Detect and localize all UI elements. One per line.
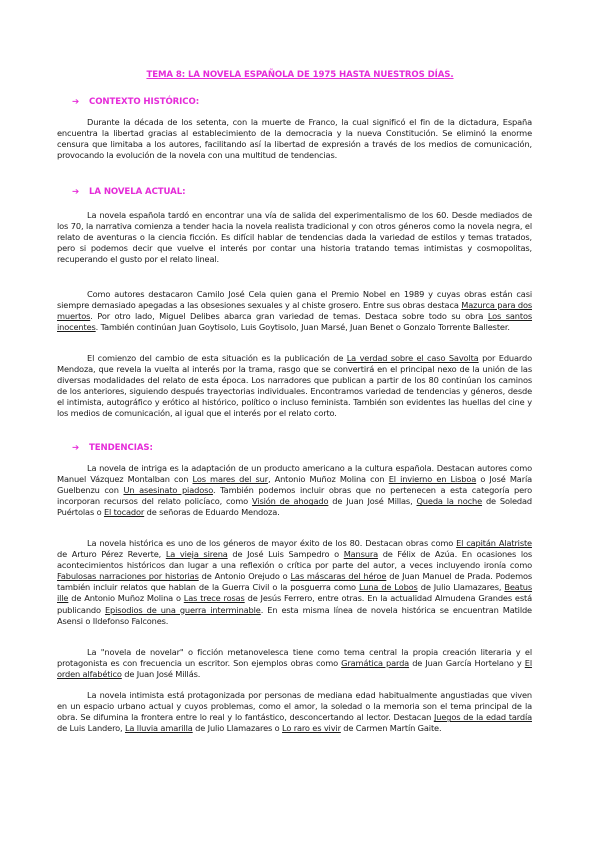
paragraph-metanovelesca bbox=[57, 647, 532, 680]
paragraph-text: de Luis Landero, bbox=[57, 723, 125, 734]
paragraph-text: La novela de intriga es la adaptación de un producto americano a la cultura española. Destacan autores como Manuel Vázquez Montalban con bbox=[57, 463, 532, 485]
work-title: El capitán Alatriste bbox=[456, 538, 532, 548]
paragraph-text: . Por otro lado, Miguel Delibes abarca gran variedad de temas. Destaca sobre todo su obra bbox=[90, 311, 488, 322]
section-heading-tendencias bbox=[72, 443, 153, 453]
work-title: Gramática parda bbox=[341, 658, 410, 669]
work-title: Las máscaras del héroe bbox=[290, 571, 387, 582]
paragraph-text: de Juan José Millás. bbox=[121, 669, 201, 680]
paragraph-text: de Juan José Millas, bbox=[328, 496, 417, 507]
work-title: Los santos inocentes bbox=[57, 311, 533, 333]
paragraph-text: La novela histórica es uno de los géneros de mayor éxito de los 80. Destacan obras como bbox=[87, 538, 457, 548]
paragraph-text: Como autores destacaron Camilo José Cela quien gana el Premio Nobel en 1989 y cuyas obras están casi siempre demasiado apegadas a las obsesiones sexuales y al chiste grosero. Entre sus obras destaca bbox=[57, 289, 532, 311]
paragraph-text: La novela intimista está protagonizada por personas de mediana edad habitualmente angustiadas que viven en un espacio urbano actual y cuyos problemas, como el amor, la soledad o la memoria son el tema principal de la obra. Se difumina la frontera entre lo real y lo fantástico, desconcertando al lector. Destacan bbox=[57, 690, 532, 723]
work-title: Los mares del sur bbox=[192, 474, 268, 485]
paragraph-text: de Carmen Martín Gaite. bbox=[340, 723, 442, 734]
paragraph-text: Durante la década de los setenta, con la muerte de Franco, la cual significó el fin de la dictadura, España encuentra la libertad gracias al establecimiento de la democracia y la nueva Constitución. Se eliminó la enorme censura que limitaba a los autores, facilitando así la libertad de expresión a través de los medios de comunicación, provocando la evolución de la novela con una multitud de tendencias. bbox=[57, 117, 532, 161]
paragraph-contexto bbox=[57, 117, 532, 161]
work-title: Queda la noche bbox=[416, 496, 483, 507]
paragraph-text: . En esta misma línea de novela histórica se encuentran Matilde Asensi o Ildefonso Falcones. bbox=[57, 604, 532, 626]
paragraph-intimista bbox=[57, 690, 532, 734]
work-title: Un asesinato piadoso bbox=[123, 485, 213, 496]
section-heading-novela-actual bbox=[72, 187, 185, 197]
paragraph-text: de Juan García Hortelano y bbox=[409, 658, 525, 669]
paragraph-text: de Soledad Puértolas o bbox=[57, 496, 533, 518]
arrow-icon: ➔ bbox=[72, 97, 80, 107]
work-title: Lo raro es vivir bbox=[282, 723, 341, 734]
work-title: Fabulosas narraciones por historias bbox=[57, 571, 199, 582]
work-title: La vieja sirena bbox=[165, 549, 228, 560]
work-title: Visión de ahogado bbox=[251, 496, 329, 507]
paragraph-text: de Julio Llamazares o bbox=[192, 723, 283, 734]
section-heading-label: CONTEXTO HISTÓRICO: bbox=[89, 97, 200, 107]
paragraph-text: La "novela de novelar" o ficción metanovelesca tiene como tema central la propia creación literaria y el protagonista es con frecuencia un escritor. Son ejemplos obras como bbox=[57, 647, 532, 669]
paragraph-text: de señoras de Eduardo Mendoza. bbox=[144, 507, 280, 518]
section-heading-label: TENDENCIAS: bbox=[89, 443, 153, 453]
work-title: La lluvia amarilla bbox=[124, 723, 193, 734]
work-title: El tocador bbox=[103, 507, 145, 518]
paragraph-text: El comienzo del cambio de esta situación es la publicación de bbox=[87, 353, 347, 363]
document-title: TEMA 8: LA NOVELA ESPAÑOLA DE 1975 HASTA NUESTROS DÍAS. bbox=[146, 70, 454, 80]
work-title: Beatus ille bbox=[57, 582, 533, 604]
paragraph-text: o José María Guelbenzu con bbox=[57, 474, 532, 496]
work-title: El invierno en Lisboa bbox=[388, 474, 477, 485]
work-title: Mazurca para dos muertos bbox=[57, 300, 533, 322]
arrow-icon: ➔ bbox=[72, 187, 80, 197]
paragraph-text: de Arturo Pérez Reverte, bbox=[57, 549, 166, 560]
work-title: Juegos de la edad tardía bbox=[434, 712, 532, 723]
paragraph-text: , Antonio Muñoz Molina con bbox=[267, 474, 389, 485]
paragraph-text: por Eduardo Mendoza, que revela la vuelta al interés por la trama, rasgo que se convertirá en el principal nexo de la unión de las diversas modalidades del relato de esta época. Los narradores que publican a partir de los 80 continúan los caminos de los anteriores, siguiendo después trayectorias individuales. Encontramos variedad de tendencias y géneros, desde el intimista, autográfico y erótico al histórico, político o incluso feminista. También son evidentes las huellas del cine y los medios de comunicación, al igual que el interés por el relato corto. bbox=[57, 353, 532, 419]
paragraph-text: de Juan Manuel de Prada. Podemos también incluir relatos que hablan de la Guerra Civil o la posguerra como bbox=[57, 571, 532, 593]
arrow-icon: ➔ bbox=[72, 443, 80, 453]
paragraph-text: de Antonio Muñoz Molina o bbox=[68, 593, 184, 604]
paragraph-novela-actual-2 bbox=[57, 289, 532, 333]
section-heading-label: LA NOVELA ACTUAL: bbox=[89, 187, 186, 197]
work-title: La verdad sobre el caso Savolta bbox=[346, 353, 479, 363]
work-title: Las trece rosas bbox=[183, 593, 245, 604]
work-title: Mansura bbox=[343, 549, 379, 560]
paragraph-text: de Antonio Orejudo o bbox=[198, 571, 291, 582]
paragraph-text: de Jesús Ferrero, entre otras. En la actualidad Almudena Grandes está publicando bbox=[57, 593, 532, 615]
paragraph-text: de José Luis Sampedro o bbox=[227, 549, 344, 560]
work-title: Luna de Lobos bbox=[358, 582, 418, 593]
paragraph-text: de Julio Llamazares, bbox=[417, 582, 505, 593]
paragraph-novela-actual-1 bbox=[57, 210, 532, 265]
paragraph-text: de Félix de Azúa. En ocasiones los acontecimientos históricos dan lugar a una reflexión o crítica por parte del autor, a veces incluyendo ironía como bbox=[57, 549, 533, 571]
paragraph-novela-actual-3 bbox=[57, 353, 532, 420]
paragraph-intriga bbox=[57, 463, 532, 518]
work-title: El orden alfabético bbox=[57, 658, 532, 680]
paragraph-text: . También continúan Juan Goytisolo, Luis Goytisolo, Juan Marsé, Juan Benet o Gonzalo Torrente Ballester. bbox=[95, 322, 510, 333]
paragraph-text: . También podemos incluir obras que no pertenecen a esta categoría pero incorporan recursos del relato policíaco, como bbox=[57, 485, 532, 507]
paragraph-historica bbox=[57, 538, 532, 627]
section-heading-contexto bbox=[72, 97, 199, 107]
work-title: Episodios de una guerra interminable bbox=[104, 604, 261, 615]
paragraph-text: La novela española tardó en encontrar una vía de salida del experimentalismo de los 60. Desde mediados de los 70, la narrativa comienza a tender hacia la novela realista tradicional y con otros géneros como la novela negra, el relato de aventuras o la ciencia ficción. Es difícil hablar de tendencias dada la variedad de estilos y temas tratados, pero si podemos decir que vuelve el interés por contar una historia tratando temas intimistas y cosmopolitas, recuperando el gusto por el relato lineal. bbox=[57, 210, 532, 265]
